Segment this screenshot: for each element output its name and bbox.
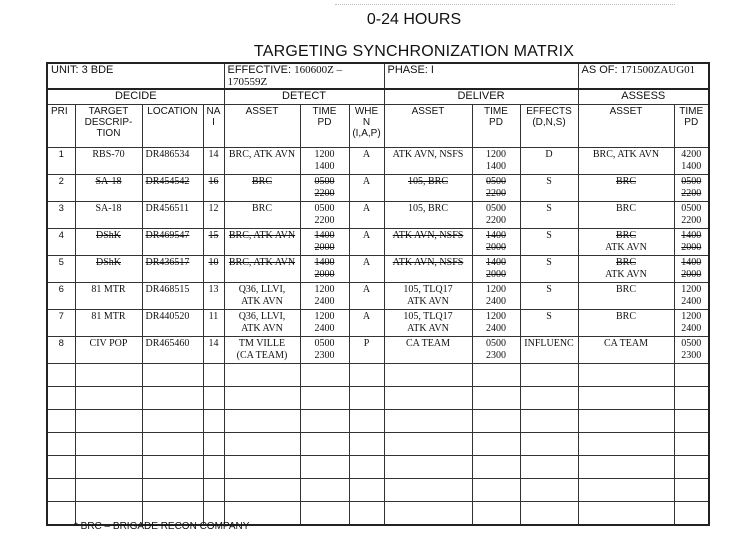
- detect-time-cell: 0500 2300: [300, 337, 349, 364]
- top-dotted-rule: [335, 4, 675, 5]
- group-header-row: [47, 89, 709, 105]
- empty-cell: [47, 502, 75, 526]
- empty-cell: [520, 364, 578, 387]
- empty-cell: [349, 433, 384, 456]
- assess-time-cell: 1400 2000: [674, 229, 709, 256]
- table-row: [47, 148, 709, 175]
- as-of-value: 171500ZAUG01: [620, 64, 696, 76]
- detect-time-cell: 1400 2000: [300, 229, 349, 256]
- empty-cell: [472, 479, 520, 502]
- effects-cell: S: [520, 283, 578, 310]
- matrix-body: [47, 148, 709, 526]
- deliver-asset-cell: 105, TLQ17 ATK AVN: [384, 310, 472, 337]
- empty-cell: [384, 502, 472, 526]
- phase-value: I: [430, 64, 434, 76]
- empty-cell: [520, 456, 578, 479]
- empty-cell: [674, 364, 709, 387]
- detect-asset-cell: Q36, LLVI, ATK AVN: [224, 310, 300, 337]
- deliver-asset-cell: ATK AVN, NSFS: [384, 256, 472, 283]
- location-cell: DR465460: [142, 337, 203, 364]
- empty-cell: [384, 433, 472, 456]
- when-cell: A: [349, 148, 384, 175]
- detect-asset-cell: BRC, ATK AVN: [224, 229, 300, 256]
- deliver-time-column-header: TIME PD: [472, 105, 520, 148]
- deliver-time-cell: 0500 2300: [472, 337, 520, 364]
- detect-asset-column-header: ASSET: [224, 105, 300, 148]
- empty-cell: [300, 364, 349, 387]
- empty-cell: [349, 364, 384, 387]
- empty-cell: [203, 410, 224, 433]
- assess-time-cell: 0500 2200: [674, 175, 709, 202]
- effective-value: 160600Z – 170559Z: [227, 64, 343, 88]
- effective-label: EFFECTIVE:: [227, 64, 292, 76]
- deliver-asset-cell: ATK AVN, NSFS: [384, 229, 472, 256]
- empty-cell: [578, 410, 674, 433]
- empty-cell: [47, 456, 75, 479]
- empty-cell: [203, 456, 224, 479]
- nai-column-header: NA I: [203, 105, 224, 148]
- empty-table-row: [47, 479, 709, 502]
- empty-cell: [384, 364, 472, 387]
- deliver-time-cell: 0500 2200: [472, 175, 520, 202]
- pri-cell: 4: [47, 229, 75, 256]
- table-row: [47, 310, 709, 337]
- empty-cell: [300, 456, 349, 479]
- deliver-asset-cell: 105, TLQ17 ATK AVN: [384, 283, 472, 310]
- empty-cell: [674, 456, 709, 479]
- target-description-cell: RBS-70: [75, 148, 142, 175]
- empty-cell: [472, 502, 520, 526]
- empty-cell: [75, 410, 142, 433]
- empty-cell: [674, 502, 709, 526]
- effective-cell: [224, 63, 384, 89]
- empty-cell: [520, 410, 578, 433]
- when-cell: A: [349, 175, 384, 202]
- nai-cell: 13: [203, 283, 224, 310]
- unit-label: UNIT:: [51, 64, 79, 76]
- empty-cell: [47, 479, 75, 502]
- empty-cell: [520, 387, 578, 410]
- nai-cell: 15: [203, 229, 224, 256]
- assess-asset-cell: BRC, ATK AVN: [578, 148, 674, 175]
- detect-time-cell: 1200 1400: [300, 148, 349, 175]
- nai-cell: 11: [203, 310, 224, 337]
- empty-cell: [75, 433, 142, 456]
- targeting-matrix-table: [46, 62, 710, 526]
- nai-cell: 14: [203, 148, 224, 175]
- target-description-cell: 81 MTR: [75, 283, 142, 310]
- location-cell: DR469547: [142, 229, 203, 256]
- detect-asset-cell: BRC, ATK AVN: [224, 148, 300, 175]
- empty-cell: [472, 387, 520, 410]
- target-description-cell: SA-18: [75, 202, 142, 229]
- when-cell: A: [349, 229, 384, 256]
- pri-cell: 8: [47, 337, 75, 364]
- empty-cell: [47, 387, 75, 410]
- pri-cell: 7: [47, 310, 75, 337]
- empty-cell: [674, 387, 709, 410]
- table-row: [47, 283, 709, 310]
- time-window-heading: 0-24 HOURS: [366, 11, 462, 28]
- matrix-meta-row: [47, 63, 709, 89]
- empty-cell: [142, 387, 203, 410]
- empty-cell: [75, 479, 142, 502]
- assess-time-cell: 1400 2000: [674, 256, 709, 283]
- pri-cell: 3: [47, 202, 75, 229]
- deliver-time-cell: 1400 2000: [472, 229, 520, 256]
- deliver-asset-cell: ATK AVN, NSFS: [384, 148, 472, 175]
- detect-asset-cell: BRC: [224, 202, 300, 229]
- as-of-label: AS OF:: [581, 64, 618, 76]
- table-row: [47, 337, 709, 364]
- table-row: [47, 256, 709, 283]
- table-row: [47, 229, 709, 256]
- phase-label: PHASE:: [387, 64, 428, 76]
- assess-time-cell: 1200 2400: [674, 283, 709, 310]
- empty-cell: [472, 410, 520, 433]
- empty-cell: [349, 410, 384, 433]
- empty-cell: [224, 479, 300, 502]
- unit-value: 3 BDE: [81, 64, 114, 76]
- empty-cell: [384, 410, 472, 433]
- empty-cell: [384, 456, 472, 479]
- empty-cell: [349, 456, 384, 479]
- decide-group-header: DECIDE: [47, 89, 224, 105]
- pri-column-header: PRI: [47, 105, 75, 148]
- deliver-time-cell: 1200 1400: [472, 148, 520, 175]
- empty-cell: [300, 479, 349, 502]
- target-description-cell: CIV POP: [75, 337, 142, 364]
- nai-cell: 10: [203, 256, 224, 283]
- empty-cell: [300, 502, 349, 526]
- location-cell: DR486534: [142, 148, 203, 175]
- deliver-group-header: DELIVER: [384, 89, 578, 105]
- empty-cell: [520, 502, 578, 526]
- assess-time-cell: 0500 2200: [674, 202, 709, 229]
- assess-time-column-header: TIME PD: [674, 105, 709, 148]
- deliver-time-cell: 0500 2200: [472, 202, 520, 229]
- empty-cell: [203, 387, 224, 410]
- detect-time-cell: 1200 2400: [300, 310, 349, 337]
- assess-asset-cell: BRC: [578, 175, 674, 202]
- empty-cell: [142, 433, 203, 456]
- detect-group-header: DETECT: [224, 89, 384, 105]
- deliver-asset-column-header: ASSET: [384, 105, 472, 148]
- deliver-time-cell: 1400 2000: [472, 256, 520, 283]
- detect-time-cell: 0500 2200: [300, 202, 349, 229]
- as-of-cell: [578, 63, 709, 89]
- effects-cell: S: [520, 256, 578, 283]
- pri-cell: 6: [47, 283, 75, 310]
- assess-time-cell: 1200 2400: [674, 310, 709, 337]
- empty-cell: [203, 364, 224, 387]
- empty-cell: [384, 387, 472, 410]
- page-title: TARGETING SYNCHRONIZATION MATRIX: [253, 43, 575, 60]
- empty-cell: [142, 456, 203, 479]
- empty-cell: [349, 479, 384, 502]
- empty-cell: [142, 364, 203, 387]
- empty-cell: [472, 364, 520, 387]
- deliver-asset-cell: CA TEAM: [384, 337, 472, 364]
- empty-cell: [578, 433, 674, 456]
- empty-cell: [300, 410, 349, 433]
- target-description-cell: DShK: [75, 229, 142, 256]
- empty-table-row: [47, 387, 709, 410]
- when-column-header: WHE N (I,A,P): [349, 105, 384, 148]
- detect-time-cell: 1400 2000: [300, 256, 349, 283]
- assess-group-header: ASSESS: [578, 89, 709, 105]
- empty-cell: [472, 433, 520, 456]
- deliver-asset-cell: 105, BRC: [384, 175, 472, 202]
- deliver-time-cell: 1200 2400: [472, 310, 520, 337]
- empty-cell: [224, 387, 300, 410]
- empty-cell: [47, 364, 75, 387]
- empty-cell: [224, 364, 300, 387]
- effects-cell: S: [520, 202, 578, 229]
- table-row: [47, 202, 709, 229]
- deliver-time-cell: 1200 2400: [472, 283, 520, 310]
- target-description-cell: SA-18: [75, 175, 142, 202]
- effects-cell: INFLUENC: [520, 337, 578, 364]
- empty-cell: [203, 433, 224, 456]
- detect-time-cell: 0500 2200: [300, 175, 349, 202]
- empty-cell: [300, 387, 349, 410]
- assess-asset-cell: BRC: [578, 283, 674, 310]
- empty-cell: [578, 387, 674, 410]
- empty-cell: [520, 433, 578, 456]
- empty-table-row: [47, 410, 709, 433]
- when-cell: A: [349, 283, 384, 310]
- empty-cell: [349, 502, 384, 526]
- column-header-row: [47, 105, 709, 148]
- empty-cell: [142, 410, 203, 433]
- nai-cell: 14: [203, 337, 224, 364]
- empty-cell: [578, 456, 674, 479]
- empty-cell: [75, 387, 142, 410]
- assess-asset-cell: BRC: [578, 310, 674, 337]
- empty-cell: [300, 433, 349, 456]
- deliver-asset-cell: 105, BRC: [384, 202, 472, 229]
- empty-cell: [75, 456, 142, 479]
- when-cell: A: [349, 256, 384, 283]
- location-cell: DR454542: [142, 175, 203, 202]
- assess-time-cell: 0500 2300: [674, 337, 709, 364]
- empty-cell: [47, 433, 75, 456]
- empty-cell: [349, 387, 384, 410]
- empty-table-row: [47, 456, 709, 479]
- empty-table-row: [47, 364, 709, 387]
- detect-asset-cell: Q36, LLVI, ATK AVN: [224, 283, 300, 310]
- effects-cell: D: [520, 148, 578, 175]
- detect-asset-cell: TM VILLE (CA TEAM): [224, 337, 300, 364]
- assess-asset-cell: CA TEAM: [578, 337, 674, 364]
- target-description-cell: 81 MTR: [75, 310, 142, 337]
- empty-cell: [578, 479, 674, 502]
- when-cell: P: [349, 337, 384, 364]
- location-cell: DR468515: [142, 283, 203, 310]
- effects-cell: S: [520, 229, 578, 256]
- target-description-column-header: TARGET DESCRIP- TION: [75, 105, 142, 148]
- location-cell: DR440520: [142, 310, 203, 337]
- empty-cell: [224, 410, 300, 433]
- empty-cell: [520, 479, 578, 502]
- effects-cell: S: [520, 310, 578, 337]
- nai-cell: 12: [203, 202, 224, 229]
- empty-cell: [75, 364, 142, 387]
- assess-asset-cell: BRC: [578, 202, 674, 229]
- empty-cell: [674, 410, 709, 433]
- empty-cell: [384, 479, 472, 502]
- detect-asset-cell: BRC, ATK AVN: [224, 256, 300, 283]
- when-cell: A: [349, 202, 384, 229]
- footnote: * BRC – BRIGADE RECON COMPANY: [74, 521, 250, 532]
- empty-cell: [47, 410, 75, 433]
- effects-column-header: EFFECTS (D,N,S): [520, 105, 578, 148]
- empty-cell: [472, 456, 520, 479]
- assess-asset-cell: BRC ATK AVN: [578, 229, 674, 256]
- table-row: [47, 175, 709, 202]
- phase-cell: [384, 63, 578, 89]
- assess-asset-cell: BRC ATK AVN: [578, 256, 674, 283]
- empty-cell: [224, 433, 300, 456]
- empty-cell: [674, 433, 709, 456]
- target-description-cell: DShK: [75, 256, 142, 283]
- location-cell: DR436517: [142, 256, 203, 283]
- unit-cell: [47, 63, 224, 89]
- empty-cell: [578, 502, 674, 526]
- empty-cell: [142, 479, 203, 502]
- effects-cell: S: [520, 175, 578, 202]
- assess-asset-column-header: ASSET: [578, 105, 674, 148]
- pri-cell: 2: [47, 175, 75, 202]
- empty-cell: [203, 479, 224, 502]
- assess-time-cell: 4200 1400: [674, 148, 709, 175]
- detect-time-column-header: TIME PD: [300, 105, 349, 148]
- pri-cell: 1: [47, 148, 75, 175]
- pri-cell: 5: [47, 256, 75, 283]
- when-cell: A: [349, 310, 384, 337]
- empty-cell: [674, 479, 709, 502]
- empty-cell: [578, 364, 674, 387]
- detect-time-cell: 1200 2400: [300, 283, 349, 310]
- detect-asset-cell: BRC: [224, 175, 300, 202]
- nai-cell: 16: [203, 175, 224, 202]
- empty-table-row: [47, 433, 709, 456]
- location-cell: DR456511: [142, 202, 203, 229]
- location-column-header: LOCATION: [142, 105, 203, 148]
- empty-cell: [224, 456, 300, 479]
